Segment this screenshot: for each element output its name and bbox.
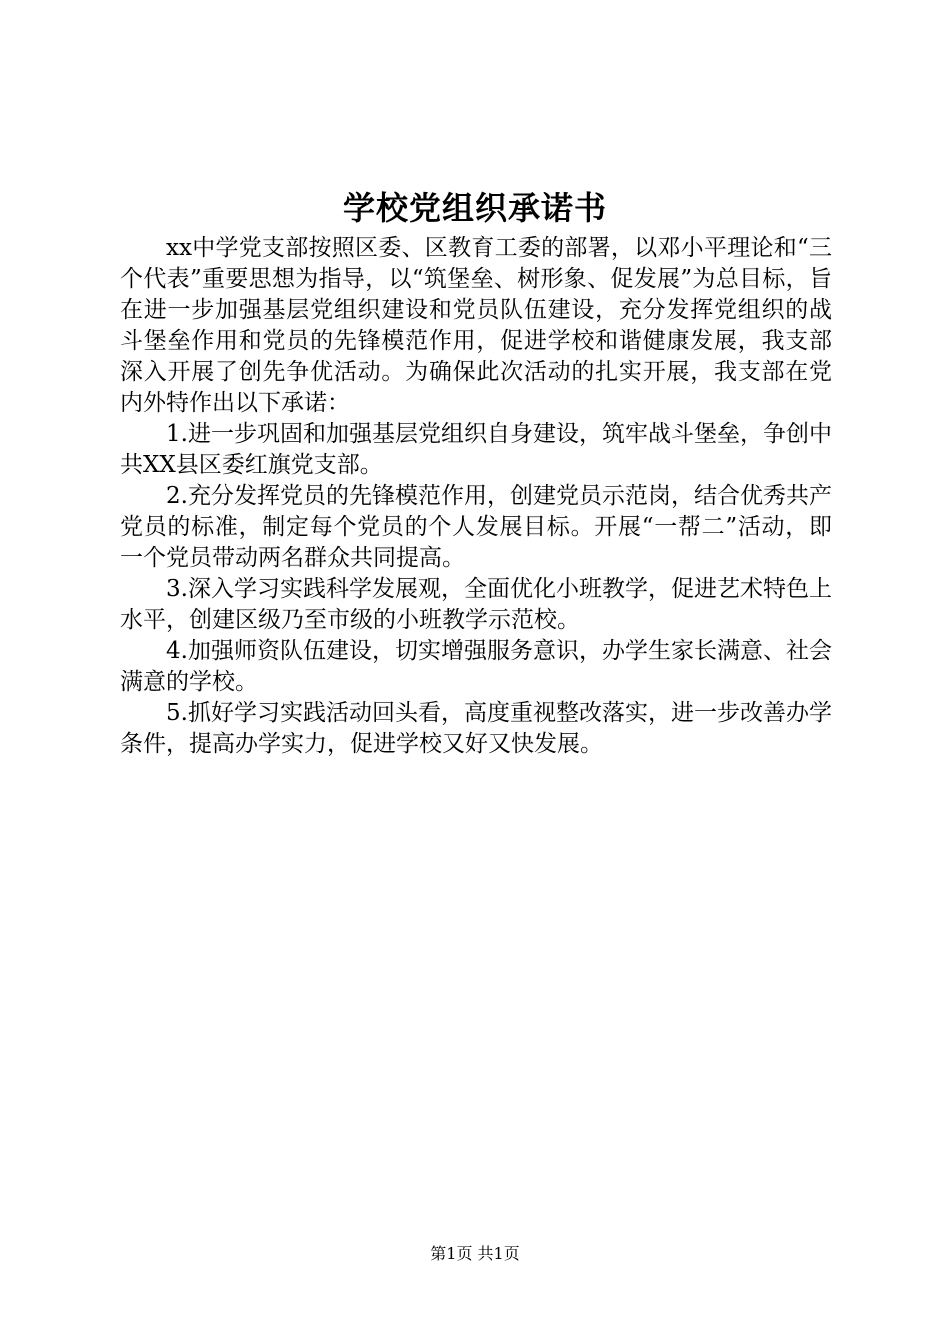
paragraph-commitment-3: 3.深入学习实践科学发展观，全面优化小班教学，促进艺术特色上水平，创建区级乃至市级的小班教学示范校。 — [120, 576, 832, 633]
paragraph-intro: xx中学党支部按照区委、区教育工委的部署，以邓小平理论和“三个代表”重要思想为指导，以“筑堡垒、树形象、促发展”为总目标，旨在进一步加强基层党组织建设和党员队伍建设，充分发挥党组织的战斗堡垒作用和党员的先锋模范作用，促进学校和谐健康发展，我支部深入开展了创先争优活动。为确保此次活动的扎实开展，我支部在党内外特作出以下承诺： — [120, 235, 832, 416]
paragraph-commitment-4: 4.加强师资队伍建设，切实增强服务意识，办学生家长满意、社会满意的学校。 — [120, 638, 832, 695]
document-title: 学校党组织承诺书 — [342, 189, 607, 227]
document-body — [120, 233, 832, 760]
paragraph-commitment-2: 2.充分发挥党员的先锋模范作用，创建党员示范岗，结合优秀共产党员的标准，制定每个党员的个人发展目标。开展“一帮二”活动，即一个党员带动两名群众共同提高。 — [120, 483, 832, 571]
paragraph-commitment-5: 5.抓好学习实践活动回头看，高度重视整改落实，进一步改善办学条件，提高办学实力，促进学校又好又快发展。 — [120, 700, 832, 757]
paragraph-commitment-1: 1.进一步巩固和加强基层党组织自身建设，筑牢战斗堡垒，争创中共XX县区委红旗党支部。 — [120, 421, 832, 478]
page-footer: 第1页 共1页 — [430, 1244, 520, 1263]
